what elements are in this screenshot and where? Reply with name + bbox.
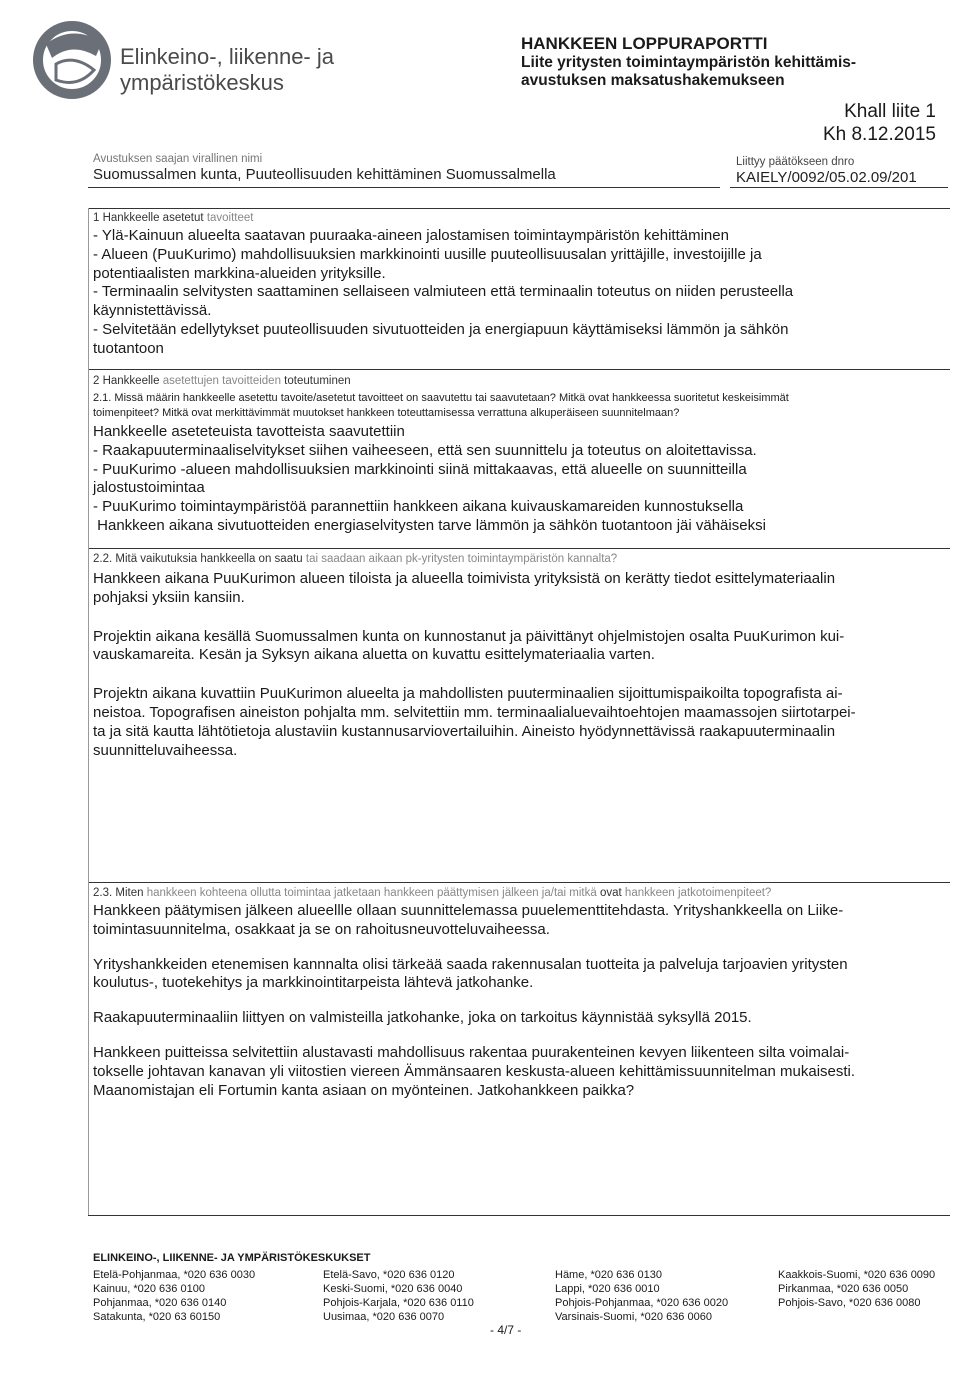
answer-line: - PuuKurimo toimintaympäristöä parannettiin hankkeen aikana kuivauskamareiden kunnostuksella: [93, 498, 744, 516]
paragraph: [93, 1009, 948, 1028]
paragraph-line: suunnitteluvaiheessa.: [93, 741, 238, 759]
question-2-2-a: 2.2. Mitä vaikutuksia hankkeella on saatu: [93, 553, 303, 565]
footer-column-1: [93, 1268, 255, 1324]
goal-line: käynnistettävissä.: [93, 302, 212, 320]
section-1-goals: [93, 227, 943, 359]
recipient-label: Avustuksen saajan virallinen nimi: [93, 153, 263, 165]
footer-contact: Pohjanmaa, *020 636 0140: [93, 1297, 227, 1309]
organization-name: [120, 44, 334, 96]
footer-contact: Pohjois-Pohjanmaa, *020 636 0020: [555, 1297, 729, 1309]
org-line-2: ympäristökeskus: [120, 70, 284, 95]
question-2-2-b: tai saadaan aikaan pk-yritysten toimintaympäristön kannalta?: [305, 553, 618, 565]
page-number: - 4/7 -: [490, 1323, 522, 1337]
paragraph: [93, 902, 948, 940]
paragraph-line: Projektn aikana kuvattiin PuuKurimon alueelta ja mahdollisten puuterminaalien sijoittumispaikoilta topografista ai-: [93, 685, 843, 703]
question-2-1-line-1: 2.1. Missä määrin hankkeelle asetettu tavoite/asetetut tavoitteet on saavutettu tai saavutetaan? Mitkä ovat hankkeessa suoritetut keskeisimmät: [93, 392, 789, 404]
divider: [88, 208, 950, 209]
answer-line: Hankkeelle aseteteuista tavotteista saavutettiin: [93, 423, 405, 440]
paragraph-line: Hankkeen aikana PuuKurimon alueen tiloista ja alueella toimivista yrityksistä on kerätty tiedot esittelymateriaalin: [93, 570, 836, 587]
paragraph: [93, 1044, 948, 1100]
reference-block: [823, 100, 936, 146]
divider: [88, 882, 950, 883]
report-title: HANKKEEN LOPPURAPORTTI: [521, 34, 768, 53]
goal-line: - Selvitetään edellytykset puuteollisuuden sivutuotteiden ja energiapuun käyttämiseksi lämmön ja sähkön: [93, 320, 789, 338]
paragraph: [93, 570, 943, 608]
divider: [88, 369, 950, 370]
question-2-3-d: hankkeen jatkotoimenpiteet?: [624, 887, 772, 899]
section-2-label-a: 2 Hankkeelle: [93, 375, 160, 387]
paragraph-line: toimintasuunnitelma, osakkaat ja se on rahoitusneuvotteluvaiheessa.: [93, 920, 550, 938]
section-2-label-c: toteutuminen: [284, 375, 351, 387]
question-2-3-a: 2.3. Miten: [93, 887, 144, 899]
section-2-2-answer: [93, 570, 943, 774]
section-2-1-answer: [93, 423, 943, 536]
footer-column-3: [555, 1268, 728, 1324]
answer-line: Hankkeen aikana sivutuotteiden energiaselvitysten tarve lämmön ja sähkön tuotantoon jäi vähäiseksi: [93, 516, 766, 534]
section-1-label-b: tavoitteet: [206, 212, 254, 224]
goal-line: tuotantoon: [93, 339, 164, 357]
section-2-label-b: asetettujen tavoitteiden: [162, 375, 281, 387]
footer-contact: Satakunta, *020 63 60150: [93, 1311, 221, 1323]
paragraph: [93, 685, 943, 760]
section-2-3-answer: [93, 902, 948, 1114]
paragraph-line: Hankkeen puitteissa selvitettiin alustavasti mahdollisuus rakentaa puurakenteinen kevyen liikenteen silta voimalai-: [93, 1043, 850, 1061]
footer-contact: Pirkanmaa, *020 636 0050: [778, 1283, 909, 1295]
dnro-field: [736, 155, 917, 187]
footer-contact: Kainuu, *020 636 0100: [93, 1283, 205, 1295]
dnro-label: Liittyy päätökseen dnro: [736, 156, 855, 168]
question-2-1: [93, 391, 953, 421]
report-subtitle-2: avustuksen maksatushakemukseen: [521, 72, 785, 89]
footer-title: ELINKEINO-, LIIKENNE- JA YMPÄRISTÖKESKUKSET: [93, 1252, 371, 1264]
footer-contact: Varsinais-Suomi, *020 636 0060: [555, 1311, 712, 1323]
divider: [88, 548, 950, 549]
divider: [88, 1215, 950, 1216]
question-2-3-c: ovat: [599, 887, 622, 899]
footer-contact: Etelä-Savo, *020 636 0120: [323, 1269, 455, 1281]
footer-contact: Lappi, *020 636 0010: [555, 1283, 660, 1295]
divider: [730, 187, 948, 188]
paragraph-line: koulutus-, tuotekehitys ja markkinointitarpeista lähtevä jatkohanke.: [93, 974, 534, 992]
footer-column-2: [323, 1268, 474, 1324]
question-2-1-line-2: toimenpiteet? Mitkä ovat merkittävimmät muutokset hankkeen toteuttamisessa verrattuna alkuperäiseen suunnitelmaan?: [93, 407, 680, 419]
answer-line: - Raakapuuterminaaliselvitykset siihen vaiheeseen, että sen suunnittelu ja toteutus on aloitettavissa.: [93, 441, 757, 459]
section-2-label: [93, 374, 351, 388]
kh-date: Kh 8.12.2015: [822, 124, 936, 145]
goal-line: potentiaalisten markkina-alueiden yrityksille.: [93, 264, 386, 282]
paragraph: [93, 628, 943, 666]
footer-contact: Keski-Suomi, *020 636 0040: [323, 1283, 463, 1295]
divider: [88, 187, 720, 188]
answer-line: jalostustoimintaa: [93, 479, 205, 497]
footer-contact: Etelä-Pohjanmaa, *020 636 0030: [93, 1269, 256, 1281]
footer-contact: Kaakkois-Suomi, *020 636 0090: [778, 1269, 936, 1281]
question-2-2: [93, 552, 617, 566]
footer-contact: Häme, *020 636 0130: [555, 1269, 663, 1281]
goal-line: - Ylä-Kainuun alueelta saatavan puuraaka-aineen jalostamisen toimintaympäristön kehittäminen: [93, 227, 729, 244]
paragraph-line: neistoa. Topografisen aineiston pohjalta mm. selvitettiin mm. terminaalialuevaihtoehtojen maamassojen siirtotarpei-: [93, 703, 856, 721]
section-1-label: [93, 211, 253, 225]
goal-line: - Alueen (PuuKurimo) mahdollisuuksien markkinointi uusille puuteollisuusalan yrittäjille, investoijille ja: [93, 245, 762, 263]
paragraph-line: ta ja sitä kautta lähtötietoja alustaviin kustannusarviovertailuihin. Aineisto hyödynnettävissä raakapuuterminaalin: [93, 722, 836, 740]
question-2-3: [93, 886, 771, 900]
paragraph-line: Raakapuuterminaaliin liittyen on valmisteilla jatkohanke, joka on tarkoitus käynnistää syksyllä 2015.: [93, 1009, 752, 1027]
footer-column-4: [778, 1268, 935, 1310]
section-1-label-a: 1 Hankkeelle asetetut: [93, 212, 204, 224]
paragraph-line: vauskamareita. Kesän ja Syksyn aikana aluetta on kuvattu esittelymateriaalia varten.: [93, 646, 655, 664]
paragraph-line: Yrityshankkeiden etenemisen kannnalta olisi tärkeää saada rakennusalan tuotteita ja palveluja tarjoavien yritysten: [93, 955, 848, 973]
paragraph: [93, 956, 948, 994]
footer-contact: Pohjois-Savo, *020 636 0080: [778, 1297, 921, 1309]
question-2-3-b: hankkeen kohteena ollutta toimintaa jatketaan hankkeen päättymisen jälkeen ja/tai mitkä: [146, 887, 597, 899]
org-line-1: Elinkeino-, liikenne- ja: [120, 44, 334, 69]
report-header: [521, 34, 856, 90]
answer-line: - PuuKurimo -alueen mahdollisuuksien markkinointi siinä mittakaavas, että alueelle on suunnitteilla: [93, 460, 747, 478]
paragraph-line: Hankkeen päätymisen jälkeen alueellle ollaan suunnittelemassa puuelementtitehdasta. Yrityshankkeella on Liike-: [93, 902, 844, 919]
ely-logo-icon: [26, 14, 118, 106]
paragraph-line: Maanomistajan eli Fortumin kanta asiaan on myönteinen. Jatkohankkeen paikka?: [93, 1081, 635, 1099]
report-subtitle-1: Liite yritysten toimintaympäristön kehittämis-: [521, 54, 857, 71]
recipient-field: [93, 152, 556, 184]
left-border: [88, 208, 89, 1215]
paragraph-line: Projektin aikana kesällä Suomussalmen kunta on kunnostanut ja päivittänyt ohjelmistojen osalta PuuKurimon kui-: [93, 627, 845, 645]
khall-ref: Khall liite 1: [844, 101, 936, 122]
footer-contact: Uusimaa, *020 636 0070: [323, 1311, 445, 1323]
goal-line: - Terminaalin selvitysten saattaminen sellaiseen valmiuteen että terminaalin toteutus on niiden perusteella: [93, 283, 794, 301]
dnro-value: KAIELY/0092/05.02.09/201: [736, 169, 917, 186]
recipient-value: Suomussalmen kunta, Puuteollisuuden kehittäminen Suomussalmella: [93, 166, 556, 183]
footer-contact: Pohjois-Karjala, *020 636 0110: [323, 1297, 474, 1309]
paragraph-line: pohjaksi yksiin kansiin.: [93, 588, 245, 606]
paragraph-line: tokselle johtavan kanavan yli viitostien viereen Ämmänsaaren keskusta-alueen kehittämissuunnitelman mukaisesti.: [93, 1062, 856, 1080]
